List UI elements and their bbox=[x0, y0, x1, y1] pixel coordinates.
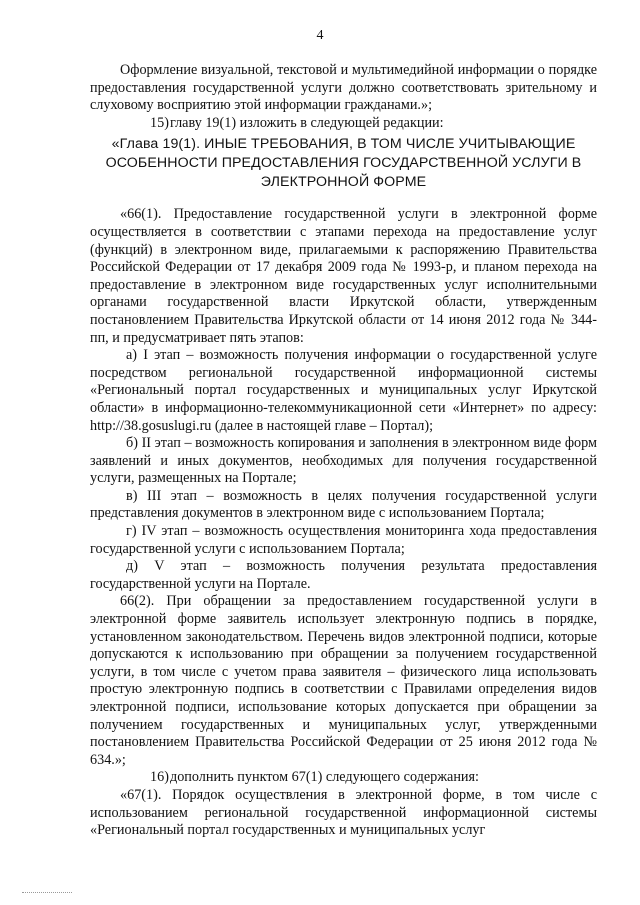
item-16-text: дополнить пунктом 67(1) следующего содержания: bbox=[170, 769, 479, 786]
paragraph-item-15 bbox=[90, 115, 597, 133]
paragraph-item-16 bbox=[90, 769, 597, 787]
item-number-16: 16) bbox=[150, 769, 169, 786]
stage-v: в) III этап – возможность в целях получения государственной услуги представления документов в электронном виде с использованием Портала; bbox=[90, 487, 597, 522]
stage-d: д) V этап – возможность получения результата предоставления государственной услуги на Портале. bbox=[90, 558, 597, 592]
paragraph-67-1: «67(1). Порядок осуществления в электронной форме, в том числе с использованием региональной государственной информационной системы «Региональный портал государственных и муниципальных услуг bbox=[90, 786, 597, 839]
item-15-text: главу 19(1) изложить в следующей редакции: bbox=[170, 114, 444, 131]
paragraph-66-2: 66(2). При обращении за предоставлением государственной услуги в электронной форме заявитель использует электронную подпись в порядке, установленном законодательством. Перечень видов электронной подписи, которые допускаются к использованию при обращении за получением государственной услуги, в том числе с учетом права заявителя – физического лица использовать простую электронную подпись в соответствии с Правилами определения видов электронной подписи, использование которых допускается при обращении за получением государственных и муниципальных услуг, утвержденными постановлением Правительства Российской Федерации от 25 июня 2012 года № 634.»; bbox=[90, 593, 597, 768]
stage-a: а) I этап – возможность получения информации о государственной услуге посредством региональной государственной информационной системы «Региональный портал государственных и муниципальных услуг Иркутской области» в информационно-телекоммуникационной сети «Интернет» по адресу: http://38.gosuslugi.ru (далее в настоящей главе – Портал); bbox=[90, 347, 597, 434]
footer-rule bbox=[22, 892, 72, 893]
page-number: 4 bbox=[316, 28, 324, 43]
stage-b: б) II этап – возможность копирования и заполнения в электронном виде форм заявлений и иных документов, необходимых для получения государственной услуги, размещенных на Портале; bbox=[90, 435, 597, 487]
paragraph-66-1: «66(1). Предоставление государственной услуги в электронной форме осуществляется в соответствии с этапами перехода на предоставление услуг (функций) в электронном виде, прилагаемыми к распоряжению Правительства Российской Федерации от 17 декабря 2009 года № 1993-р, и планом перехода на предоставление в электронном виде государственных услуг исполнительными органами государственной власти Иркутской области, утвержденным постановлением Правительства Иркутской области от 14 июня 2012 года № 344-пп, и предусматривает пять этапов: bbox=[90, 206, 597, 346]
stage-g: г) IV этап – возможность осуществления мониторинга хода предоставления государственной услуги с использованием Портала; bbox=[90, 523, 597, 557]
item-number-15: 15) bbox=[150, 114, 169, 131]
document-body bbox=[90, 62, 597, 840]
paragraph-visual-info: Оформление визуальной, текстовой и мультимедийной информации о порядке предоставления государственной услуги должно соответствовать зрительному и слуховому восприятию этой информации гражданами.»; bbox=[90, 62, 597, 114]
chapter-heading: «Глава 19(1). ИНЫЕ ТРЕБОВАНИЯ, В ТОМ ЧИСЛЕ УЧИТЫВАЮЩИЕ ОСОБЕННОСТИ ПРЕДОСТАВЛЕНИЯ ГОСУДАРСТВЕННОЙ УСЛУГИ В ЭЛЕКТРОННОЙ ФОРМЕ bbox=[105, 136, 582, 191]
